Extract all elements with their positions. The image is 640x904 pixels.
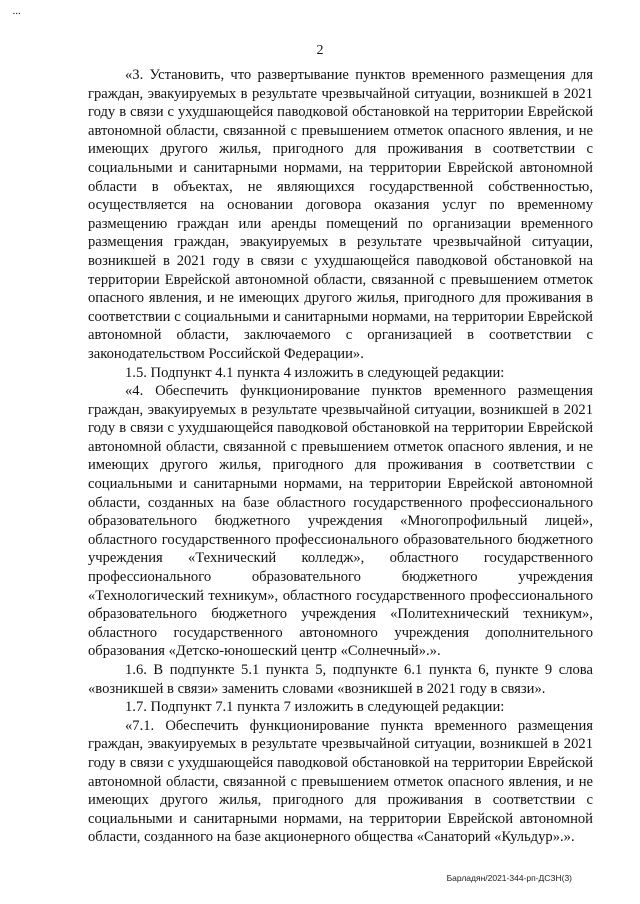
document-body [88, 66, 593, 847]
paragraph-amendment-1-7: 1.7. Подпункт 7.1 пункта 7 изложить в следующей редакции: [125, 699, 505, 716]
page-number: 2 [316, 43, 324, 58]
paragraph-item-4: «4. Обеспечить функционирование пунктов временного размещения граждан, эвакуируемых в результате чрезвычайной ситуации, возникшей в 2021 году в связи с ухудшающейся паводковой обстановкой на территории Еврейской автономной области, связанной с превышением отметок опасного явления, и не имеющих другого жилья, пригодного для проживания в соответствии с социальными и санитарными нормами, на территории Еврейской автономной области, созданных на базе областного государственного профессионального образовательного бюджетного учреждения «Многопрофильный лицей», областного государственного профессионального образовательного бюджетного учреждения «Технический колледж», областного государственного профессионального образовательного бюджетного учреждения «Технологический техникум», областного государственного профессионального образовательного бюджетного учреждения «Политехнический техникум», областного государственного автономного учреждения дополнительного образования «Детско-юношеский центр «Солнечный».». [88, 383, 593, 660]
paragraph-item-7-1: «7.1. Обеспечить функционирование пункта временного размещения граждан, эвакуируемых в результате чрезвычайной ситуации, возникшей в 2021 году в связи с ухудшающейся паводковой обстановкой на территории Еврейской автономной области, связанной с превышением отметок опасного явления, и не имеющих другого жилья, пригодного для проживания в соответствии с социальными и санитарными нормами, на территории Еврейской автономной области, созданного на базе акционерного общества «Санаторий «Кульдур».». [88, 717, 593, 846]
paragraph-amendment-1-6: 1.6. В подпункте 5.1 пункта 5, подпункте 6.1 пункта 6, пункте 9 слова «возникшей в связи» заменить словами «возникшей в 2021 году в связи». [88, 662, 593, 697]
corner-scan-mark: ▪▪▪ [13, 12, 22, 17]
paragraph-item-3: «3. Установить, что развертывание пунктов временного размещения для граждан, эвакуируемых в результате чрезвычайной ситуации, возникшей в 2021 году в связи с ухудшающейся паводковой обстановкой на территории Еврейской автономной области, связанной с превышением отметок опасного явления, и не имеющих другого жилья, пригодного для проживания в соответствии с социальными и санитарными нормами, на территории Еврейской автономной области в объектах, не являющихся государственной собственностью, осуществляется на основании договора оказания услуг по временному размещению граждан или аренды помещений по организации временного размещения граждан, эвакуируемых в результате чрезвычайной ситуации, возникшей в 2021 году в связи с ухудшающейся паводковой обстановкой на территории Еврейской автономной области, связанной с превышением отметок опасного явления, и не имеющих другого жилья, пригодного для проживания в соответствии с социальными и санитарными нормами, на территории Еврейской автономной области, заключаемого с организацией в соответствии с законодательством Российской Федерации». [88, 67, 593, 362]
paragraph-amendment-1-5: 1.5. Подпункт 4.1 пункта 4 изложить в следующей редакции: [125, 364, 505, 381]
footer-document-code: Барладян/2021-344-рп-ДСЗН(3) [446, 873, 572, 883]
